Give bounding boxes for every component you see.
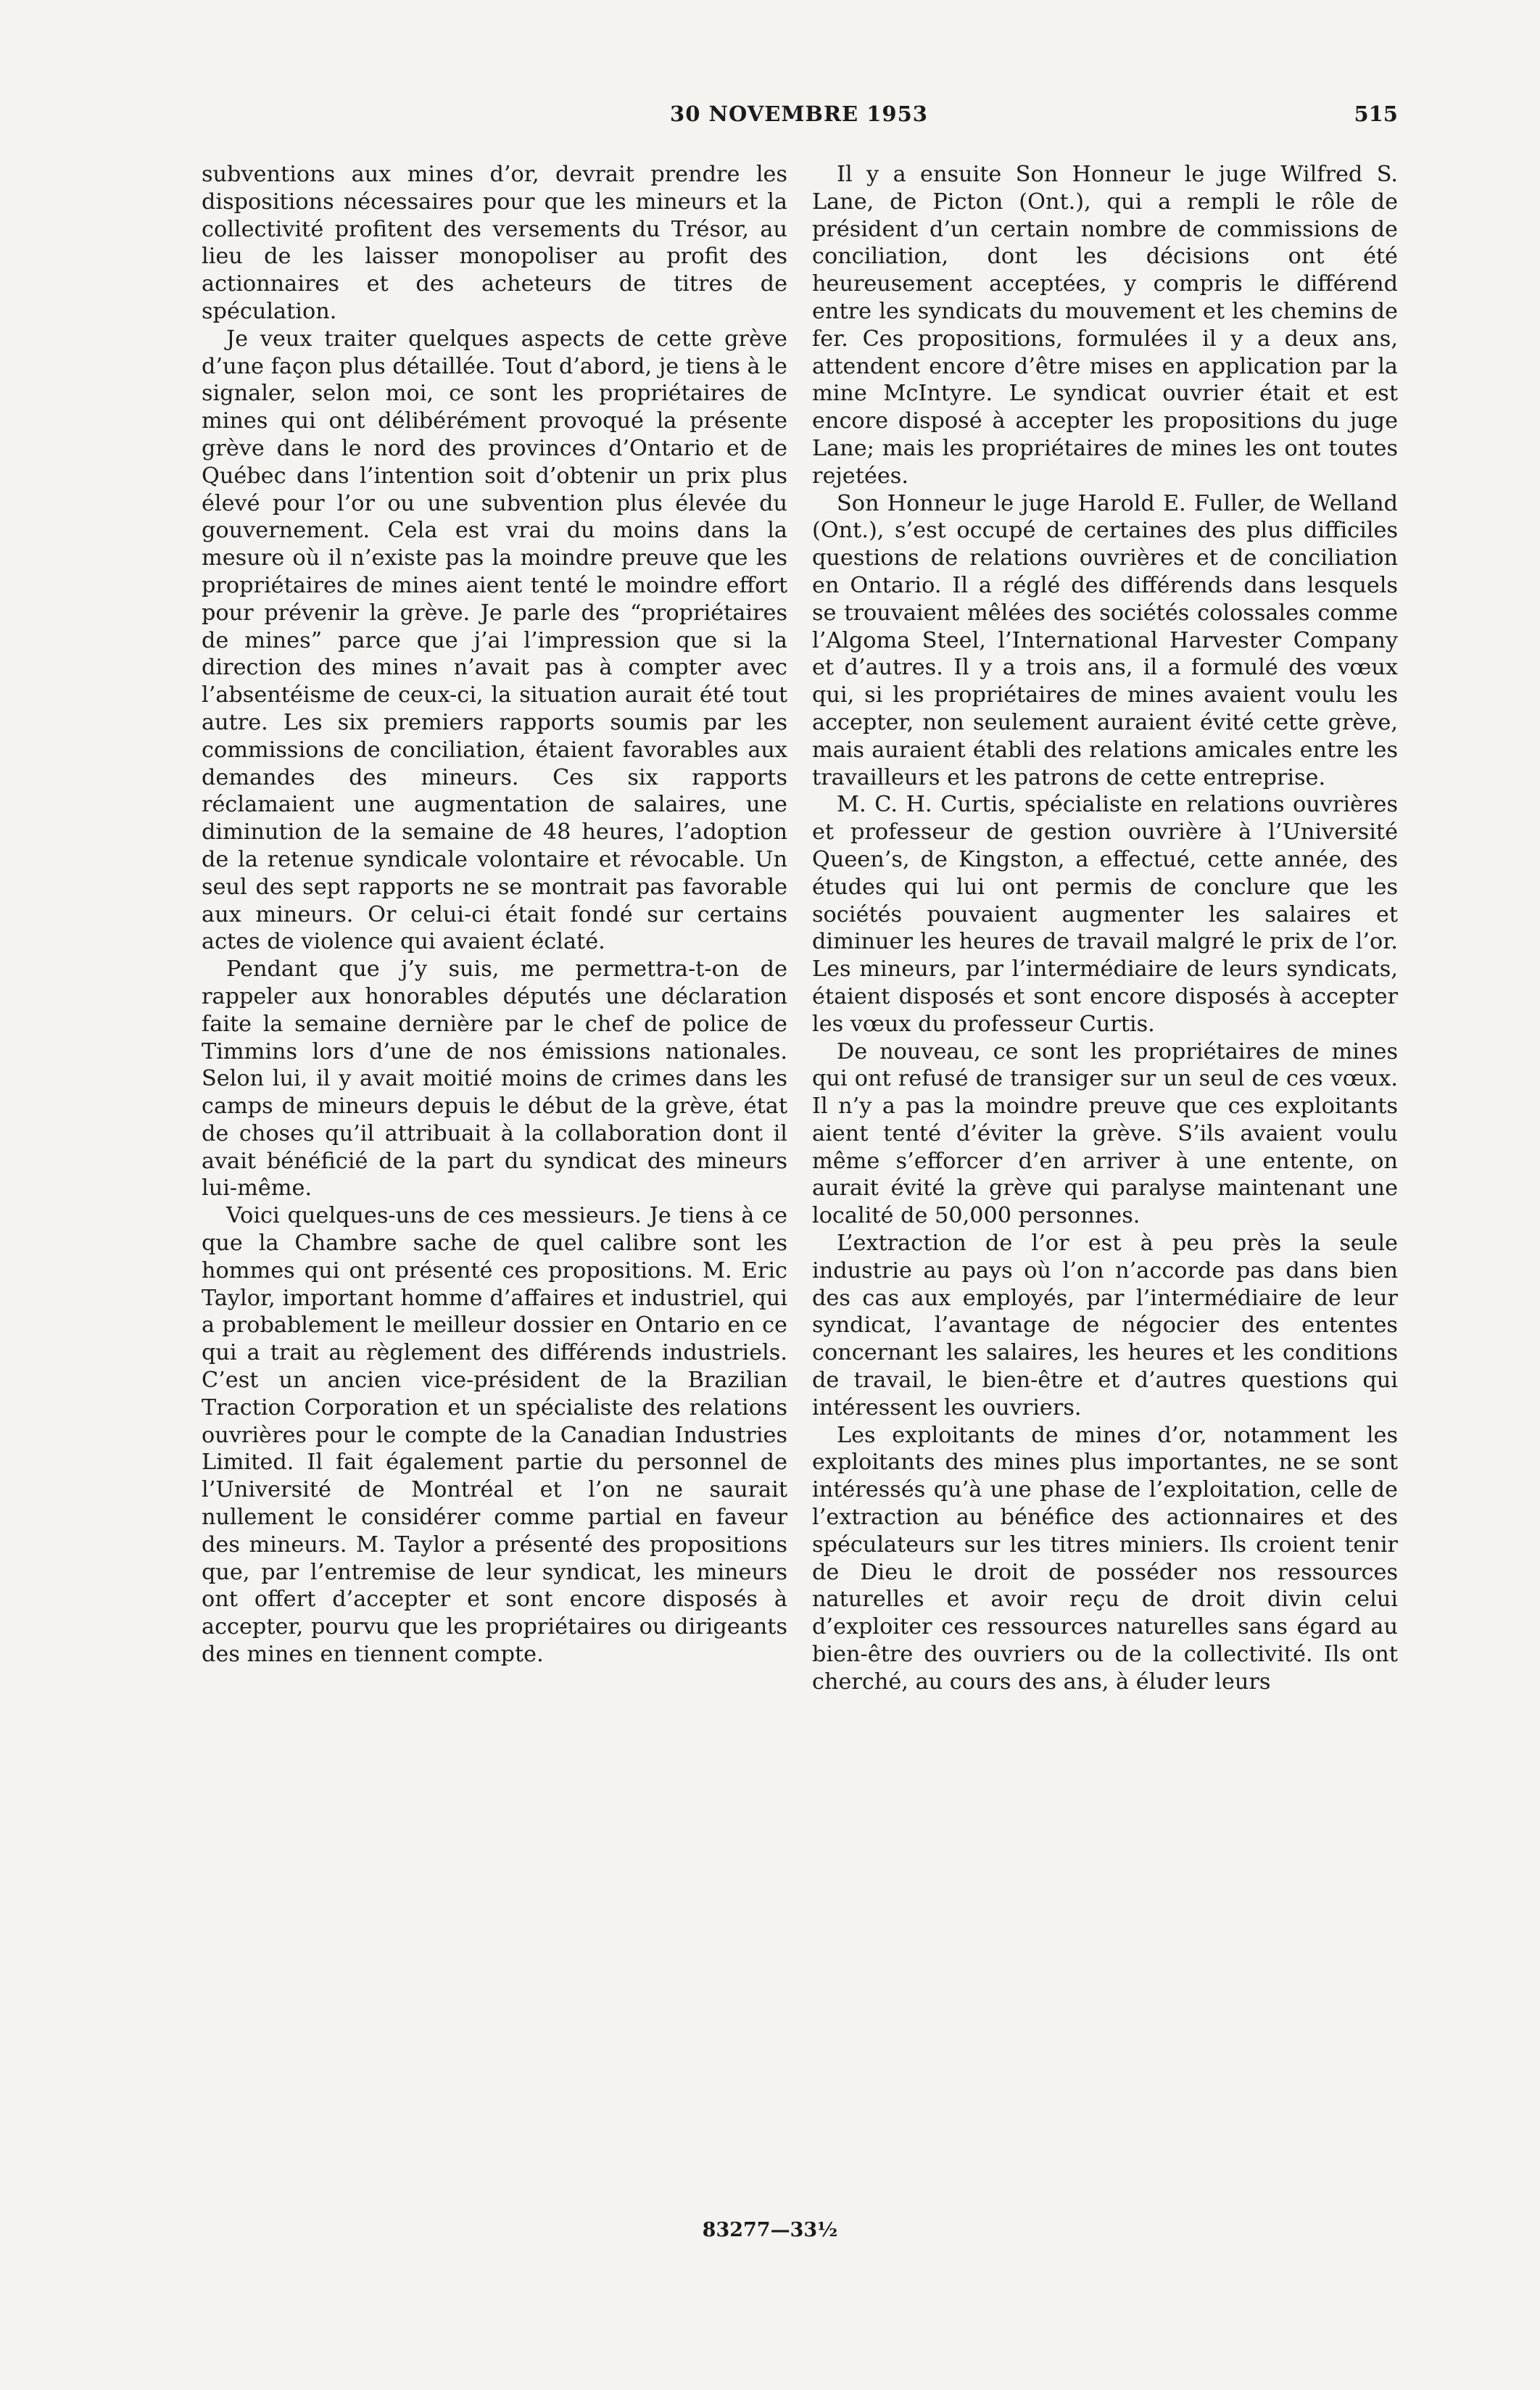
paragraph: Les exploitants de mines d’or, notamment les exploitants des mines plus importantes, ne se sont intéressés qu’à une phase de l’exploitation, celle de l’extraction au bénéfice des actionnaires et des spéculateurs sur les titres miniers. Ils croient tenir de Dieu le droit de posséder nos ressources naturelles et avoir reçu de droit divin celui d’exploiter ces ressources naturelles sans égard au bien-être des ouvriers ou de la collectivité. Ils ont cherché, au cours des ans, à éluder leurs (812, 1422, 1398, 1695)
page-header (200, 102, 1398, 138)
page-date: 30 NOVEMBRE 1953 (670, 102, 928, 126)
paragraph: De nouveau, ce sont les propriétaires de mines qui ont refusé de transiger sur un seul de ces vœux. Il n’y a pas la moindre preuve que ces exploitants aient tenté d’éviter la grève. S’ils avaient voulu même s’efforcer d’en arriver à une entente, on aurait évité la grève qui paralyse maintenant une localité de 50,000 personnes. (812, 1038, 1398, 1229)
page-number: 515 (1354, 102, 1398, 126)
paragraph: Son Honneur le juge Harold E. Fuller, de Welland (Ont.), s’est occupé de certaines des plus difficiles questions de relations ouvrières et de conciliation en Ontario. Il a réglé des différends dans lesquels se trouvaient mêlées des sociétés colossales comme l’Algoma Steel, l’International Harvester Company et d’autres. Il y a trois ans, il a formulé des vœux qui, si les propriétaires de mines avaient voulu les accepter, non seulement auraient évité cette grève, mais auraient établi des relations amicales entre les travailleurs et les patrons de cette entreprise. (812, 490, 1398, 790)
paragraph: Il y a ensuite Son Honneur le juge Wilfred S. Lane, de Picton (Ont.), qui a rempli le rôle de président d’un certain nombre de commissions de conciliation, dont les décisions ont été heureusement acceptées, y compris le différend entre les syndicats du mouvement et les chemins de fer. Ces propositions, formulées il y a deux ans, attendent encore d’être mises en application par la mine McIntyre. Le syndicat ouvrier était et est encore disposé à accepter les propositions du juge Lane; mais les propriétaires de mines les ont toutes rejetées. (812, 162, 1398, 489)
paragraph: subventions aux mines d’or, devrait prendre les dispositions nécessaires pour que les mineurs et la collectivité profitent des versements du Trésor, au lieu de les laisser monopoliser au profit des actionnaires et des acheteurs de titres de spéculation. (202, 162, 787, 324)
left-column (202, 161, 787, 1669)
right-column (812, 161, 1398, 1696)
paragraph: Je veux traiter quelques aspects de cette grève d’une façon plus détaillée. Tout d’abord, je tiens à le signaler, selon moi, ce sont les propriétaires de mines qui ont délibérément provoqué la présente grève dans le nord des provinces d’Ontario et de Québec dans l’intention soit d’obtenir un prix plus élevé pour l’or ou une subvention plus élevée du gouvernement. Cela est vrai du moins dans la mesure où il n’existe pas la moindre preuve que les propriétaires de mines aient tenté le moindre effort pour prévenir la grève. Je parle des “propriétaires de mines” parce que j’ai l’impression que si la direction des mines n’avait pas à compter avec l’absentéisme de ceux-ci, la situation aurait été tout autre. Les six premiers rapports soumis par les commissions de conciliation, étaient favorables aux demandes des mineurs. Ces six rapports réclamaient une augmentation de salaires, une diminution de la semaine de 48 heures, l’adoption de la retenue syndicale volontaire et révocable. Un seul des sept rapports ne se montrait pas favorable aux mineurs. Or celui-ci était fondé sur certains actes de violence qui avaient éclaté. (202, 326, 787, 955)
paragraph: Voici quelques-uns de ces messieurs. Je tiens à ce que la Chambre sache de quel calibre sont les hommes qui ont présenté ces propositions. M. Eric Taylor, important homme d’affaires et industriel, qui a probablement le meilleur dossier en Ontario en ce qui a trait au règlement des différends industriels. C’est un ancien vice-président de la Brazilian Traction Corporation et un spécialiste des relations ouvrières pour le compte de la Canadian Industries Limited. Il fait également partie du personnel de l’Université de Montréal et l’on ne saurait nullement le considérer comme partial en faveur des mineurs. M. Taylor a présenté des propositions que, par l’entremise de leur syndicat, les mineurs ont offert d’accepter et sont encore disposés à accepter, pourvu que les propriétaires ou dirigeants des mines en tiennent compte. (202, 1203, 787, 1668)
paragraph: Pendant que j’y suis, me permettra-t-on de rappeler aux honorables députés une déclaration faite la semaine dernière par le chef de police de Timmins lors d’une de nos émissions nationales. Selon lui, il y avait moitié moins de crimes dans les camps de mineurs depuis le début de la grève, état de choses qu’il attribuait à la collaboration dont il avait bénéficié de la part du syndicat des mineurs lui-même. (202, 956, 787, 1202)
paragraph: M. C. H. Curtis, spécialiste en relations ouvrières et professeur de gestion ouvrière à l’Université Queen’s, de Kingston, a effectué, cette année, des études qui lui ont permis de conclure que les sociétés pouvaient augmenter les salaires et diminuer les heures de travail malgré le prix de l’or. Les mineurs, par l’intermédiaire de leurs syndicats, étaient disposés et sont encore disposés à accepter les vœux du professeur Curtis. (812, 792, 1398, 1037)
paragraph: L’extraction de l’or est à peu près la seule industrie au pays où l’on n’accorde pas dans bien des cas aux employés, par l’intermédiaire de leur syndicat, l’avantage de négocier des ententes concernant les salaires, les heures et les conditions de travail, le bien-être et d’autres questions qui intéressent les ouvriers. (812, 1231, 1398, 1421)
printer-signature: 83277—33½ (702, 2219, 838, 2241)
